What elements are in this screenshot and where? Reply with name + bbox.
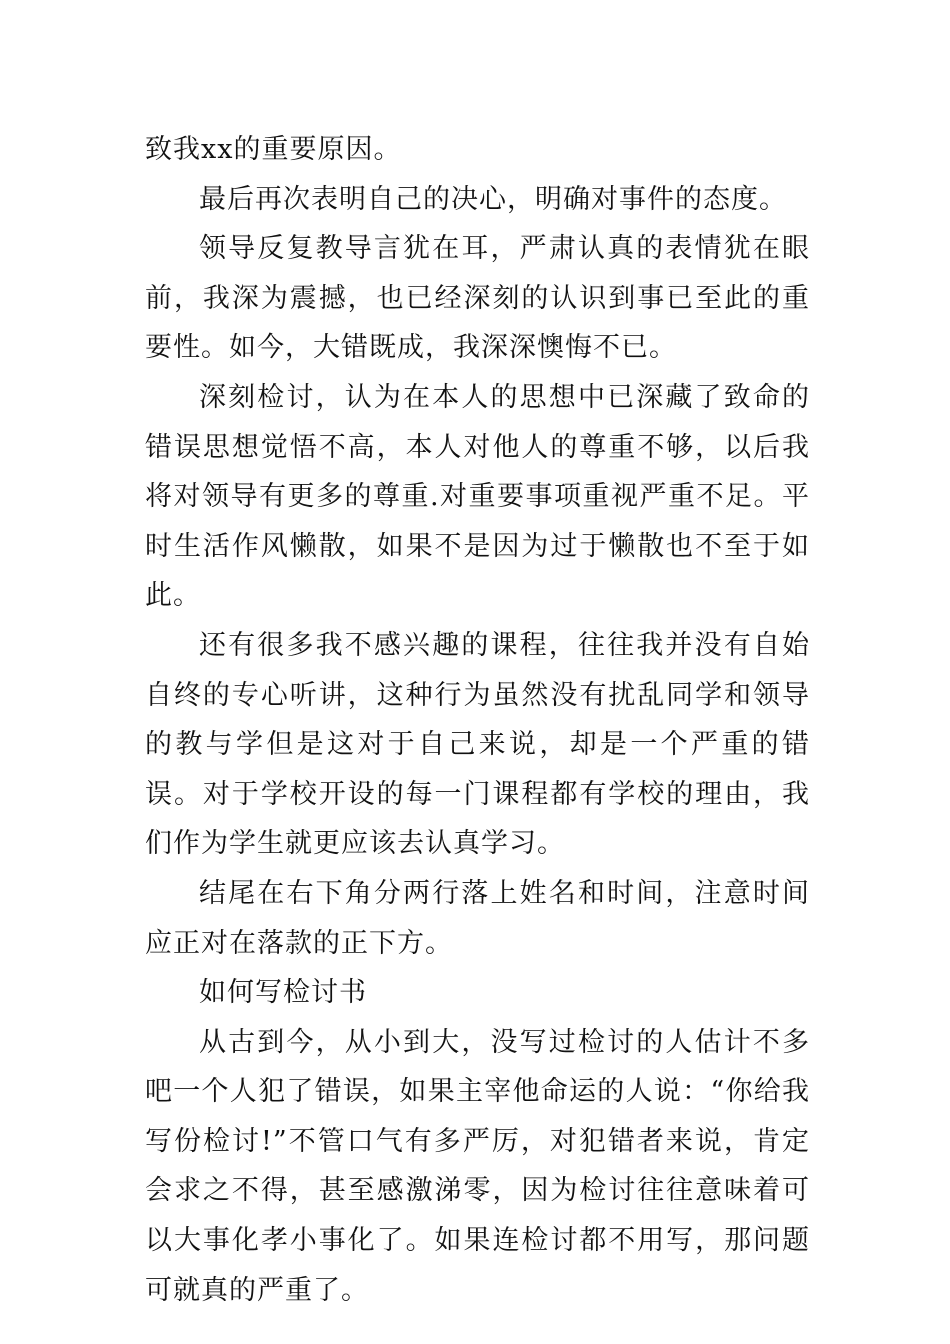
- paragraph-self-review: 深刻检讨，认为在本人的思想中已深藏了致命的错误思想觉悟不高，本人对他人的尊重不够，以后我将对领导有更多的尊重.对重要事项重视严重不足。平时生活作风懒散，如果不是因为过于懒散也不至于如此。: [145, 381, 810, 612]
- paragraph-courses: 还有很多我不感兴趣的课程，往往我并没有自始自终的专心听讲，这种行为虽然没有扰乱同学和领导的教与学但是这对于自己来说，却是一个严重的错误。对于学校开设的每一门课程都有学校的理由，我们作为学生就更应该去认真学习。: [145, 629, 810, 860]
- paragraph-leader-teaching: 领导反复教导言犹在耳，严肃认真的表情犹在眼前，我深为震撼，也已经深刻的认识到事已至此的重要性。如今，大错既成，我深深懊悔不已。: [145, 233, 810, 364]
- paragraph-resolve: 最后再次表明自己的决心，明确对事件的态度。: [199, 183, 787, 215]
- paragraph-how-to-write: 从古到今，从小到大，没写过检讨的人估计不多吧一个人犯了错误，如果主宰他命运的人说：“你给我写份检讨!”不管口气有多严厉，对犯错者来说，肯定会求之不得，甚至感激涕零，因为检讨往往意味着可以大事化孝小事化了。如果连检讨都不用写，那问题可就真的严重了。: [145, 1026, 810, 1306]
- document-body: [145, 125, 810, 1315]
- section-heading: 如何写检讨书: [199, 977, 367, 1009]
- paragraph-continuation: 致我xx的重要原因。: [145, 134, 402, 165]
- paragraph-closing-format: 结尾在右下角分两行落上姓名和时间，注意时间应正对在落款的正下方。: [145, 877, 810, 959]
